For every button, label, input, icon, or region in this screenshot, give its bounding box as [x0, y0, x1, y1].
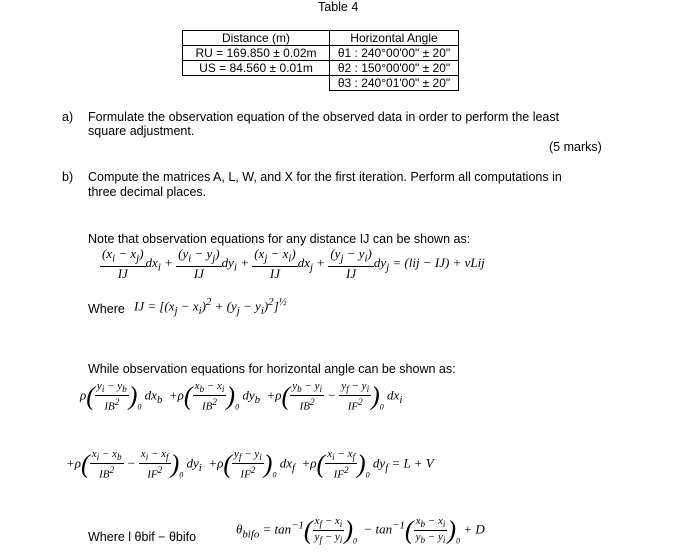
question-a-label: a) [62, 110, 74, 124]
table-caption: Table 4 [318, 0, 359, 14]
observation-table [182, 30, 459, 91]
question-a-line2: square adjustment. [88, 124, 195, 138]
table-cell [183, 76, 330, 91]
plus-d: + D [463, 521, 485, 537]
where-theta-label: Where l θbif − θbifo [88, 530, 197, 544]
table-row [183, 46, 459, 61]
question-b-line1: Compute the matrices A, L, W, and X for the first iteration. Perform all computations in [88, 170, 562, 184]
angle-note: While observation equations for horizontal angle can be shown as: [88, 362, 456, 376]
table-cell: θ3 : 240°01'00" ± 20" [330, 76, 459, 91]
table-header: Horizontal Angle [330, 31, 459, 46]
table-cell: US = 84.560 ± 0.01m [183, 61, 330, 76]
table-cell: θ2 : 150°00'00" ± 20" [330, 61, 459, 76]
table-header: Distance (m) [183, 31, 330, 46]
question-b-line2: three decimal places. [88, 185, 207, 199]
question-b-label: b) [62, 170, 74, 184]
ij-definition: IJ = $[(x_j - x_i)^2 + (y_j - y_i)^2]^{\frac{1}{2}}$ [134, 296, 287, 317]
distance-equation: $\frac{(x_i - x_j)}{IJ}$ $dx_i$ + $\frac{(y_i - y_j)}{IJ}$ $dy_i$ + $\frac{(x_j - x_i)}{IJ}$ $dx_j$ + $\frac{(y_j - y_i)}{IJ}$ $dy_j = (lij - IJ)$ + vLij [102, 246, 485, 281]
angle-equation-line2: +ρ( $\frac{x_i - x_b}{IB^2}$ − $\frac{x_i - x_f}{IF^2}$ )$_0$ $dy_i +\rho$( $\frac{y_f - y_i}{IF^2}$ )$_0$ $dx_f +\rho$( $\frac{x_i - x_f}{IF^2}$ )$_0$ $dy_f = L + V$ [66, 448, 434, 481]
table-cell: RU = 169.850 ± 0.02m [183, 46, 330, 61]
question-a-line1: Formulate the observation equation of the observed data in order to perform the least [88, 110, 560, 124]
angle-equation-line1: ρ( $\frac{y_i - y_b}{IB^2}$ )$_0$ $dx_b +\rho$( $\frac{x_b - x_i}{IB^2}$ )$_0$ $dy_b +\rho$( $\frac{y_b - y_i}{IB^2}$ − $\frac{y_f - y_i}{IF^2}$ )$_0$ $dx_i$ [80, 380, 403, 413]
angle-rhs: = L + V [391, 455, 434, 471]
table-header-row [183, 31, 459, 46]
where-label: Where [88, 302, 125, 316]
table-row [183, 76, 459, 91]
table-cell: θ1 : 240°00'00" ± 20" [330, 46, 459, 61]
question-a-marks: (5 marks) [549, 140, 602, 154]
theta-definition: $\theta_{bifo} = \tan^{-1}$( $\frac{x_f - x_i}{y_f - y_i}$ )$_0 - \tan^{-1}$( $\frac{x_b - x_i}{y_b - y_i}$ )$_0 + D$ [236, 515, 485, 546]
distance-note: Note that observation equations for any distance IJ can be shown as: [88, 232, 471, 246]
distance-rhs: = (lij − IJ) + vLij [392, 254, 485, 270]
table-row [183, 61, 459, 76]
